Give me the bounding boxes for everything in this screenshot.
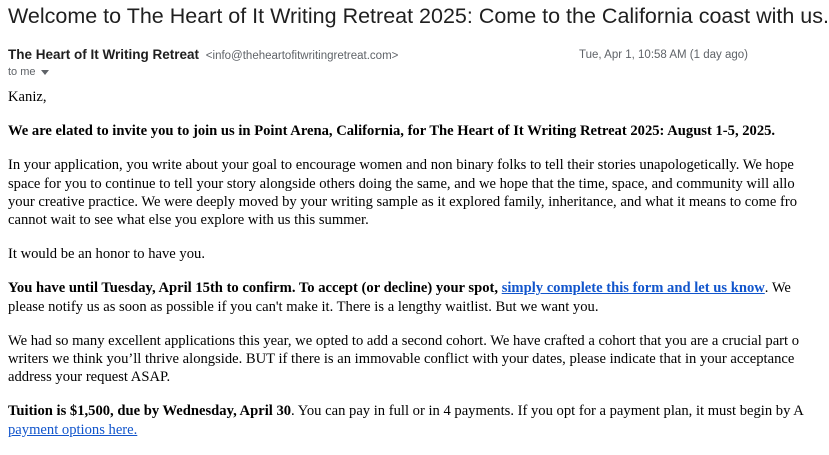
text-line: We had so many excellent applications this year, we opted to add a second cohort. We have crafted a cohort that you are a crucial part o [8, 332, 800, 349]
payment-options-link[interactable]: payment options here. [8, 421, 138, 438]
text-line: address your request ASAP. [8, 369, 171, 386]
acceptance-form-link[interactable]: simply complete this form and let us know [501, 280, 765, 297]
email-date: Tue, Apr 1, 10:58 AM (1 day ago) [579, 49, 748, 61]
confirm-deadline: You have until Tuesday, April 15th to confirm. To accept (or decline) your spot, [8, 280, 499, 297]
sender-email: <info@theheartofitwritingretreat.com> [205, 50, 399, 62]
application-paragraph [8, 156, 798, 229]
text-line: cannot wait to see what else you explore with us this summer. [8, 212, 369, 229]
cohort-paragraph [8, 332, 800, 387]
recipient-details-toggle[interactable] [8, 66, 49, 78]
text-line: . You can pay in full or in 4 payments. If you opt for a payment plan, it must begin by A [291, 403, 804, 420]
honor-paragraph: It would be an honor to have you. [8, 246, 205, 263]
text-line: In your application, you write about your goal to encourage women and non binary folks to tell their stories unapologetically. We hope [8, 157, 794, 174]
sender-row [8, 47, 398, 62]
recipient-label: to me [8, 66, 36, 78]
greeting: Kaniz, [8, 89, 47, 105]
sender-name[interactable]: The Heart of It Writing Retreat [8, 47, 200, 62]
email-subject: Welcome to The Heart of It Writing Retreat 2025: Come to the California coast with us. [8, 4, 829, 28]
invite-paragraph: We are elated to invite you to join us in Point Arena, California, for The Heart of It Writing Retreat 2025: August 1-5, 2025. [8, 123, 776, 140]
confirm-paragraph [8, 279, 791, 315]
tuition-amount: Tuition is $1,500, due by Wednesday, April 30 [8, 403, 292, 420]
text-line: writers we think you’ll thrive alongside. BUT if there is an immovable conflict with your dates, please indicate that in your acceptance [8, 351, 795, 368]
chevron-down-icon [41, 70, 49, 75]
tuition-paragraph [8, 402, 804, 438]
text-line: space for you to continue to tell your story alongside others doing the same, and we hope that the time, space, and community will allo [8, 175, 795, 192]
text-line: please notify us as soon as possible if you can't make it. There is a lengthy waitlist. But we want you. [8, 298, 599, 315]
text-line: your creative practice. We were deeply moved by your writing sample as it explored family, inheritance, and what it means to come fro [8, 193, 798, 210]
email-body [8, 88, 804, 455]
text-line: . We [764, 280, 791, 297]
